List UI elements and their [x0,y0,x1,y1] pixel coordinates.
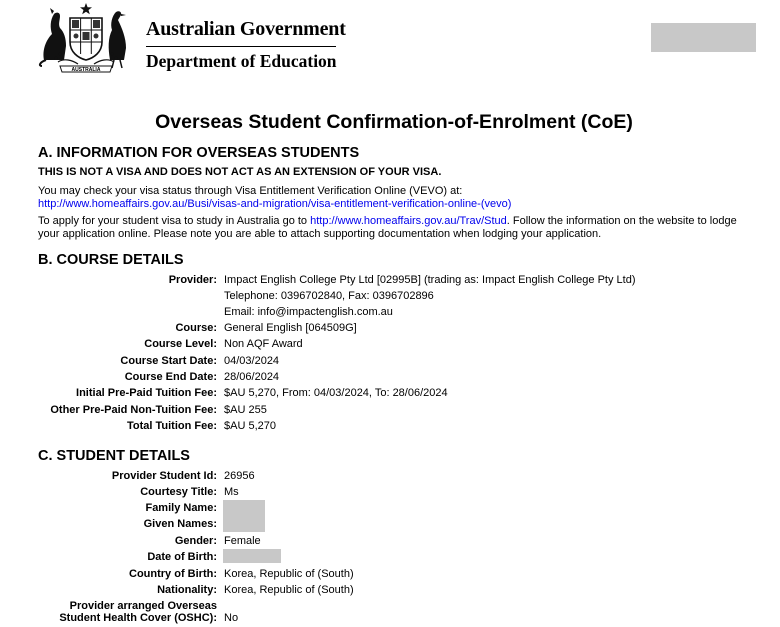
oshc-label-line2: Student Health Cover (OSHC): [59,612,217,624]
government-name: Australian Government [146,18,346,40]
vevo-info [38,185,758,211]
nationality-row [0,583,780,599]
initial-fee-label: Initial Pre-Paid Tuition Fee: [76,387,217,399]
gender-row [0,534,780,550]
end-date-row [0,370,780,386]
gender-label: Gender: [174,535,217,547]
oshc-label-line1: Provider arranged Overseas [69,600,217,612]
given-names-row [0,517,780,533]
section-c-heading: C. STUDENT DETAILS [38,448,190,464]
provider-telephone: Telephone: 0396702840, Fax: 0396702896 [224,290,434,302]
header-divider [146,46,336,47]
course-value: General English [064509G] [224,322,357,334]
courtesy-title-value: Ms [224,486,239,498]
start-date-value: 04/03/2024 [224,355,280,367]
nationality-label: Nationality: [157,584,217,596]
initial-fee-row [0,386,780,402]
coat-of-arms-logo [38,2,134,74]
oshc-value: No [224,612,239,624]
vevo-text: You may check your visa status through Visa Entitlement Verification Online (VEVO) at: [38,185,463,197]
nationality-value: Korea, Republic of (South) [224,584,354,596]
department-name: Department of Education [146,51,337,71]
other-fee-row [0,403,780,419]
courtesy-title-row [0,485,780,501]
oshc-row [0,611,780,627]
start-date-label: Course Start Date: [120,355,217,367]
end-date-value: 28/06/2024 [224,371,280,383]
other-fee-label: Other Pre-Paid Non-Tuition Fee: [50,404,217,416]
birth-country-label: Country of Birth: [129,568,217,580]
svg-text:AUSTRALIA: AUSTRALIA [71,67,101,73]
dob-row [0,550,780,566]
birth-country-value: Korea, Republic of (South) [224,568,354,580]
course-level-label: Course Level: [144,338,217,350]
total-fee-value: $AU 5,270 [224,420,276,432]
provider-label: Provider: [168,274,217,286]
section-a-heading: A. INFORMATION FOR OVERSEAS STUDENTS [38,145,360,161]
visa-apply-info [38,215,758,241]
courtesy-title-label: Courtesy Title: [140,486,217,498]
provider-value: Impact English College Pty Ltd [02995B] (trading as: Impact English College Pty Ltd) [224,274,636,286]
start-date-row [0,354,780,370]
course-label: Course: [175,322,217,334]
family-name-row [0,501,780,517]
end-date-label: Course End Date: [124,371,217,383]
provider-row [0,273,780,289]
dob-label: Date of Birth: [147,551,217,563]
initial-fee-value: $AU 5,270, From: 04/03/2024, To: 28/06/2024 [224,387,448,399]
redacted-dob-box [223,549,281,563]
other-fee-value: $AU 255 [224,404,267,416]
redacted-box [651,23,756,52]
course-row [0,321,780,337]
document-title: Overseas Student Confirmation-of-Enrolment (CoE) [155,111,633,133]
course-level-row [0,337,780,353]
telephone-row [0,289,780,305]
total-fee-label: Total Tuition Fee: [126,420,217,432]
family-name-label: Family Name: [145,502,217,514]
birth-country-row [0,567,780,583]
course-level-value: Non AQF Award [224,338,303,350]
gender-value: Female [224,535,261,547]
student-visa-link[interactable]: http://www.homeaffairs.gov.au/Trav/Stud [310,215,507,227]
email-row [0,305,780,321]
student-id-value: 26956 [224,470,255,482]
student-id-row [0,469,780,485]
student-id-label: Provider Student Id: [111,470,217,482]
apply-text: To apply for your student visa to study in Australia go to [38,215,311,227]
visa-warning: THIS IS NOT A VISA AND DOES NOT ACT AS AN EXTENSION OF YOUR VISA. [38,166,442,178]
total-fee-row [0,419,780,435]
apply-text-rest: . Follow the information on the website to lodge your application online. Please note you are able to attach supporting documentation when lodging your application. [38,215,737,240]
section-b-heading: B. COURSE DETAILS [38,252,184,268]
provider-email: Email: info@impactenglish.com.au [224,306,393,318]
given-names-label: Given Names: [143,518,217,530]
redacted-name-box [223,500,265,532]
vevo-link[interactable]: http://www.homeaffairs.gov.au/Busi/visas-and-migration/visa-entitlement-verification-online-(vevo) [38,198,512,210]
